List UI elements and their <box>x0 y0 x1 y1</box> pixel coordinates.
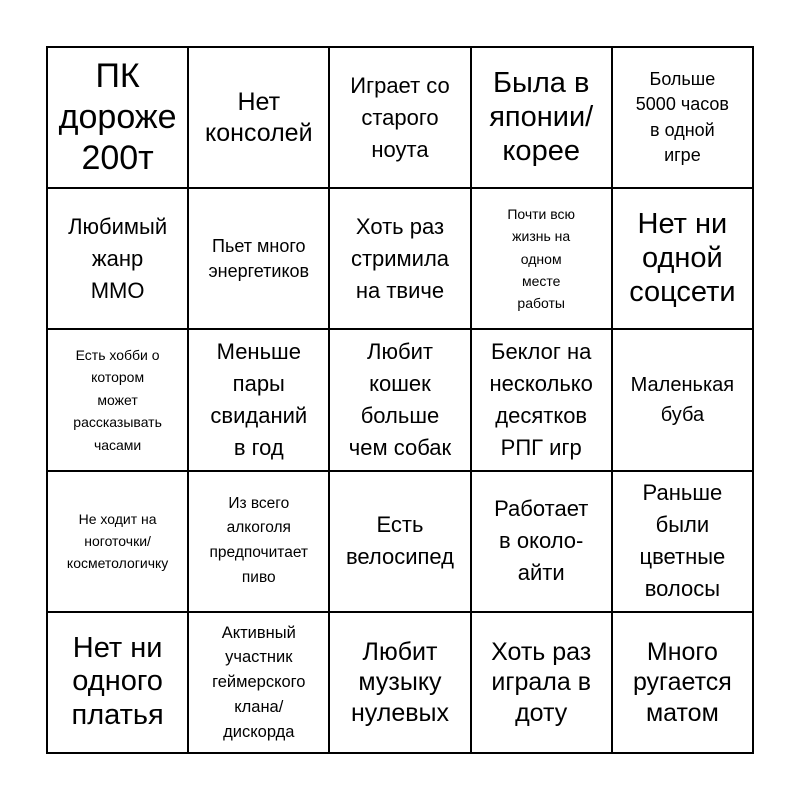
bingo-cell-text: Меньше пары свиданий в год <box>210 339 308 460</box>
bingo-cell-text: Любит кошек больше чем собак <box>348 339 452 460</box>
bingo-cell[interactable] <box>472 330 613 471</box>
bingo-cell-text: Пьет много энергетиков <box>208 235 310 281</box>
bingo-cell[interactable] <box>472 472 613 613</box>
bingo-cell-text: Нет ни одного платья <box>71 631 164 732</box>
bingo-cell-text: Не ходит на ноготочки/ косметологичку <box>66 510 169 572</box>
bingo-cell-text: Маленькая буба <box>630 373 735 426</box>
bingo-cell[interactable] <box>48 48 189 189</box>
bingo-cell[interactable] <box>613 48 754 189</box>
bingo-cell[interactable] <box>613 189 754 330</box>
bingo-board <box>46 46 754 754</box>
bingo-cell[interactable] <box>613 472 754 613</box>
bingo-cell-text: Играет со старого ноута <box>350 72 450 162</box>
bingo-cell[interactable] <box>189 472 330 613</box>
bingo-cell[interactable] <box>189 189 330 330</box>
bingo-cell[interactable] <box>472 48 613 189</box>
bingo-cell[interactable] <box>48 472 189 613</box>
bingo-cell-text: Много ругается матом <box>632 637 732 727</box>
bingo-cell-text: Была в японии/ корее <box>489 66 594 167</box>
bingo-cell[interactable] <box>189 613 330 754</box>
bingo-cell[interactable] <box>472 613 613 754</box>
bingo-cell-text: Любимый жанр ММО <box>68 213 168 303</box>
bingo-cell-text: Из всего алкоголя предпочитает пиво <box>209 494 309 586</box>
bingo-cell[interactable] <box>48 189 189 330</box>
bingo-cell[interactable] <box>48 613 189 754</box>
bingo-cell-text: Любит музыку нулевых <box>350 637 449 727</box>
bingo-cell-text: Хоть раз играла в доту <box>491 637 592 727</box>
bingo-cell-text: Беклог на несколько десятков РПГ игр <box>489 339 593 460</box>
bingo-cell[interactable] <box>189 330 330 471</box>
bingo-cell-text: Почти всю жизнь на одном месте работы <box>507 205 576 312</box>
bingo-cell[interactable] <box>613 613 754 754</box>
bingo-cell-text: Есть велосипед <box>345 512 455 570</box>
bingo-cell[interactable] <box>189 48 330 189</box>
bingo-cell-text: Работает в около- айти <box>494 496 589 586</box>
bingo-cell[interactable] <box>330 189 471 330</box>
bingo-cell-text: Хоть раз стримила на твиче <box>350 213 450 303</box>
bingo-cell-text: Нет консолей <box>205 88 313 147</box>
bingo-cell-text: Есть хобби о котором может рассказывать часами <box>73 347 162 453</box>
bingo-cell-text: Активный участник геймерского клана/ дискорда <box>212 623 306 741</box>
bingo-cell-text: Раньше были цветные волосы <box>639 480 726 602</box>
bingo-cell-text: Больше 5000 часов в одной игре <box>635 69 729 165</box>
bingo-cell[interactable] <box>330 472 471 613</box>
bingo-cell-text: Нет ни одной соцсети <box>629 207 736 308</box>
bingo-cell[interactable] <box>48 330 189 471</box>
bingo-cell-text: ПК дороже 200т <box>58 57 177 177</box>
bingo-cell[interactable] <box>330 330 471 471</box>
bingo-cell[interactable] <box>330 48 471 189</box>
bingo-cell[interactable] <box>472 189 613 330</box>
bingo-cell[interactable] <box>613 330 754 471</box>
bingo-cell[interactable] <box>330 613 471 754</box>
